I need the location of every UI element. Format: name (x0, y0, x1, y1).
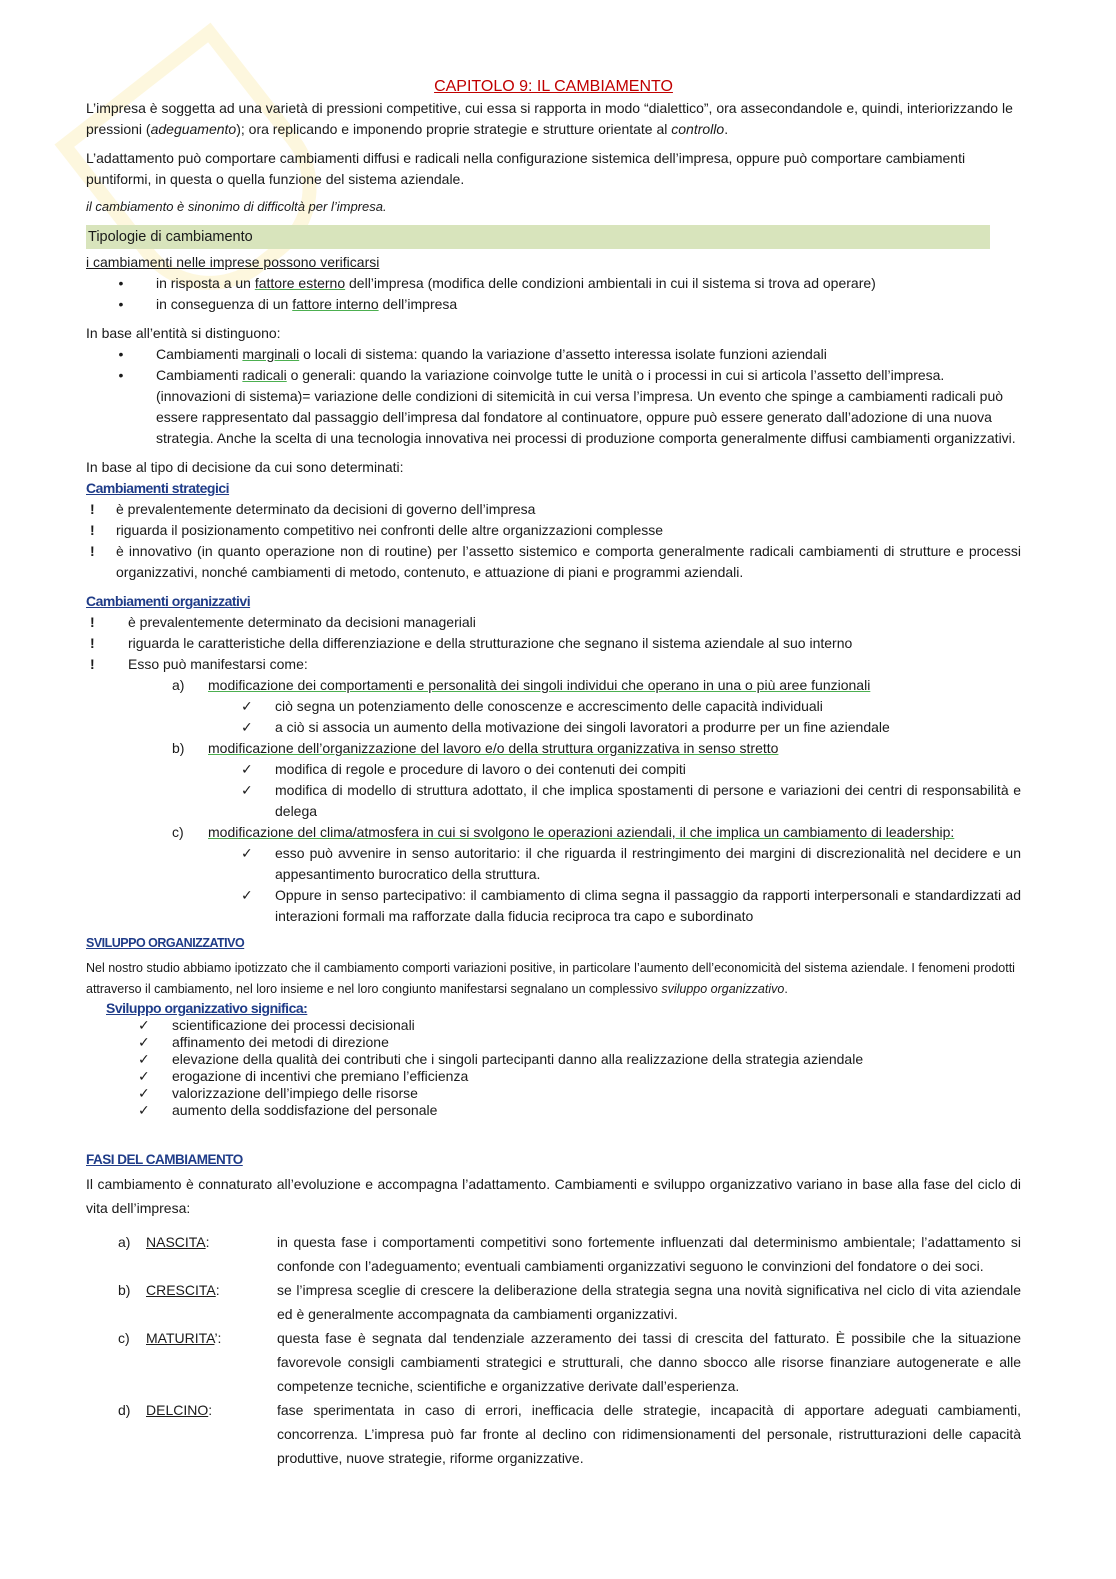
organizzativi-heading: Cambiamenti organizzativi (86, 593, 251, 609)
list-item-text: Cambiamenti marginali o locali di sistema: quando la variazione d’assetto interessa isolate funzioni aziendali (156, 346, 827, 362)
organizzativi-list (86, 612, 1021, 675)
tipologie-item (86, 273, 1021, 294)
intro-paragraph-1: L’impresa è soggetta ad una varietà di pressioni competitive, cui essa si rapporta in modo “dialettico”, ora assecondandole e, quindi, interiorizzando le pressioni (adeguamento); ora replicando e imponendo proprie strategie e strutture orientate al controllo. (86, 100, 1013, 137)
phase-text: se l’impresa sceglie di crescere la deliberazione della strategia segna una novità significativa nel ciclo di vita aziendale ed è generalmente accompagnata da cambiamenti organizzativi. (277, 1282, 1021, 1322)
phase-letter: a) (118, 1234, 131, 1250)
highlight-term: fattore esterno (254, 275, 346, 291)
list-item-text: è prevalentemente determinato da decisioni di governo dell’impresa (116, 501, 536, 517)
form-check-item (86, 696, 1021, 717)
phase-name: DELCINO: (146, 1402, 213, 1418)
form-check-item (86, 759, 1021, 780)
exclamation-icon: ! (90, 522, 95, 538)
list-item-text: in conseguenza di un fattore interno dell’impresa (156, 296, 458, 312)
tipologie-subheading: i cambiamenti nelle imprese possono verificarsi (86, 254, 380, 270)
entita-list (86, 344, 1021, 449)
list-item-text: aumento della soddisfazione del personale (172, 1102, 438, 1118)
form-text: modificazione dei comportamenti e personalità dei singoli individui che operano in una o più aree funzionali (208, 677, 871, 693)
list-item-text: scientificazione dei processi decisionali (172, 1017, 415, 1033)
intro-note: il cambiamento è sinonimo di difficoltà per l’impresa. (86, 199, 387, 214)
organizzativi-item (86, 612, 1021, 633)
list-item-text: Cambiamenti radicali o generali: quando la variazione coinvolge tutte le unità o i processi in cui si articola l’assetto dell’impresa. (innovazioni di sistema)= variazione delle condizioni di sitemicità in cui versa l’impresa. Un evento che spinge a cambiamenti radicali può essere rappresentato dal passaggio dell’impresa dal fondatore al continuatore, oppure può essere generato dall’adozione di una nuova strategia. Anche la scelta di una tecnologia innovativa nei processi di produzione comporta generalmente diffusi cambiamenti organizzativi. (156, 367, 1016, 446)
entita-item (86, 365, 1021, 449)
check-icon: ✓ (138, 1085, 150, 1101)
list-item-text: modifica di modello di struttura adottato, il che implica spostamenti di persone e variazioni dei centri di responsabilità e delega (275, 782, 1021, 819)
bullet-icon: • (118, 296, 124, 312)
form-check-item (86, 717, 1021, 738)
sviluppo-item (86, 1034, 1021, 1051)
organizzativi-forms (86, 675, 1021, 927)
strategici-item (86, 541, 1021, 583)
sviluppo-heading: SVILUPPO ORGANIZZATIVO (86, 936, 245, 950)
highlight-term: marginali (242, 346, 300, 362)
organizzativi-form (86, 822, 1021, 843)
check-icon: ✓ (241, 845, 253, 861)
strategici-list (86, 499, 1021, 583)
list-item-text: affinamento dei metodi di direzione (172, 1034, 389, 1050)
phase-name: MATURITA’: (146, 1330, 222, 1346)
sviluppo-item (86, 1085, 1021, 1102)
organizzativi-form (86, 675, 1021, 696)
decisione-intro: In base al tipo di decisione da cui sono determinati: (86, 459, 404, 475)
form-check-item (86, 885, 1021, 927)
list-item-text: valorizzazione dell’impiego delle risorse (172, 1085, 418, 1101)
form-letter: c) (172, 824, 184, 840)
phase-letter: c) (118, 1330, 130, 1346)
bullet-icon: • (118, 346, 124, 362)
phase-item (86, 1326, 1021, 1398)
sviluppo-list (86, 1017, 1021, 1119)
form-letter: a) (172, 677, 185, 693)
strategici-heading: Cambiamenti strategici (86, 480, 230, 496)
tipologie-list (86, 273, 1021, 315)
list-item-text: è prevalentemente determinato da decisioni manageriali (128, 614, 476, 630)
sviluppo-subheading: Sviluppo organizzativo significa: (106, 1000, 308, 1016)
page-title: CAPITOLO 9: IL CAMBIAMENTO (434, 78, 673, 95)
sviluppo-item (86, 1017, 1021, 1034)
strategici-item (86, 520, 1021, 541)
exclamation-icon: ! (90, 656, 95, 672)
highlight-term: fattore interno (292, 296, 379, 312)
intro-paragraph-2: L’adattamento può comportare cambiamenti diffusi e radicali nella configurazione sistemica dell’impresa, oppure può comportare cambiamenti puntiformi, in questa o quella funzione del sistema aziendale. (86, 150, 966, 187)
check-icon: ✓ (138, 1051, 150, 1067)
form-check-item (86, 780, 1021, 822)
fasi-list (86, 1230, 1021, 1470)
phase-letter: b) (118, 1282, 131, 1298)
exclamation-icon: ! (90, 614, 95, 630)
list-item-text: ciò segna un potenziamento delle conoscenze e accrescimento delle capacità individuali (275, 698, 823, 714)
form-text: modificazione dell’organizzazione del lavoro e/o della struttura organizzativa in senso stretto (208, 740, 779, 756)
phase-name: CRESCITA: (146, 1282, 220, 1298)
list-item-text: modifica di regole e procedure di lavoro o dei contenuti dei compiti (275, 761, 686, 777)
organizzativi-item (86, 654, 1021, 675)
bullet-icon: • (118, 275, 124, 291)
organizzativi-form (86, 738, 1021, 759)
list-item-text: è innovativo (in quanto operazione non di routine) per l’assetto sistemico e comporta generalmente radicali cambiamenti di strutture e processi organizzativi, nonché cambiamenti di metodo, contenuto, e attuazione di piani e programmi aziendali. (116, 543, 1021, 580)
phase-letter: d) (118, 1402, 131, 1418)
document-page (86, 78, 1021, 1470)
exclamation-icon: ! (90, 635, 95, 651)
list-item-text: elevazione della qualità dei contributi che i singoli partecipanti danno alla realizzazione della strategia aziendale (172, 1051, 864, 1067)
list-item-text: Oppure in senso partecipativo: il cambiamento di clima segna il passaggio da rapporti interpersonali e standardizzati ad interazioni formali ma rafforzate dalla fiducia reciproca tra capo e subordinato (275, 887, 1021, 924)
check-icon: ✓ (241, 887, 253, 903)
check-icon: ✓ (138, 1034, 150, 1050)
form-text: modificazione del clima/atmosfera in cui si svolgono le operazioni aziendali, il che implica un cambiamento di leadership: (208, 824, 955, 840)
exclamation-icon: ! (90, 501, 95, 517)
phase-text: in questa fase i comportamenti competitivi sono fortemente influenzati dal determinismo ambientale; l’adattamento si confonde con l’adeguamento; eventuali cambiamenti organizzativi seguono le convinzioni del fondatore o dei soci. (277, 1234, 1021, 1274)
check-icon: ✓ (138, 1017, 150, 1033)
phase-name: NASCITA: (146, 1234, 210, 1250)
check-icon: ✓ (241, 761, 253, 777)
list-item-text: riguarda le caratteristiche della differenziazione e della strutturazione che segnano il sistema aziendale al suo interno (128, 635, 853, 651)
phase-item (86, 1278, 1021, 1326)
sviluppo-item (86, 1051, 1021, 1068)
bullet-icon: • (118, 367, 124, 383)
form-letter: b) (172, 740, 185, 756)
list-item-text: in risposta a un fattore esterno dell’impresa (modifica delle condizioni ambientali in cui il sistema si trova ad operare) (156, 275, 876, 291)
highlight-term: radicali (242, 367, 287, 383)
sviluppo-paragraph: Nel nostro studio abbiamo ipotizzato che il cambiamento comporti variazioni positive, in particolare l’aumento dell’economicità del sistema aziendale. I fenomeni prodotti attraverso il cambiamento, nel loro insieme e nel loro congiunto manifestarsi segnalano un complessivo sviluppo organizzativo. (86, 961, 1015, 996)
entita-item (86, 344, 1021, 365)
check-icon: ✓ (241, 698, 253, 714)
check-icon: ✓ (138, 1102, 150, 1118)
sviluppo-item (86, 1068, 1021, 1085)
exclamation-icon: ! (90, 543, 95, 559)
list-item-text: a ciò si associa un aumento della motivazione dei singoli lavoratori a produrre per un fine aziendale (275, 719, 890, 735)
sviluppo-item (86, 1102, 1021, 1119)
phase-item (86, 1230, 1021, 1278)
list-item-text: erogazione di incentivi che premiano l’efficienza (172, 1068, 469, 1084)
fasi-heading: FASI DEL CAMBIAMENTO (86, 1152, 243, 1167)
list-item-text: Esso può manifestarsi come: (128, 656, 308, 672)
list-item-text: esso può avvenire in senso autoritario: il che riguarda il restringimento dei margini di discrezionalità nel decidere e un appesantimento burocratico della struttura. (275, 845, 1021, 882)
section-heading-tipologie: Tipologie di cambiamento (86, 225, 990, 249)
check-icon: ✓ (241, 782, 253, 798)
check-icon: ✓ (241, 719, 253, 735)
check-icon: ✓ (138, 1068, 150, 1084)
strategici-item (86, 499, 1021, 520)
phase-item (86, 1398, 1021, 1470)
form-check-item (86, 843, 1021, 885)
phase-text: questa fase è segnata dal tendenziale azzeramento dei tassi di crescita del fatturato. È possibile che la situazione favorevole consigli cambiamenti strategici e strutturali, che danno sbocco alle risorse finanziare autogenerate e alle competenze tecniche, scientifiche e organizzative derivate dall’esperienza. (277, 1330, 1021, 1394)
organizzativi-item (86, 633, 1021, 654)
tipologie-item (86, 294, 1021, 315)
list-item-text: riguarda il posizionamento competitivo nei confronti delle altre organizzazioni complesse (116, 522, 664, 538)
fasi-intro: Il cambiamento è connaturato all’evoluzione e accompagna l’adattamento. Cambiamenti e sviluppo organizzativo variano in base alla fase del ciclo di vita dell’impresa: (86, 1176, 1021, 1216)
phase-text: fase sperimentata in caso di errori, inefficacia delle strategie, incapacità di apportare adeguati cambiamenti, concorrenza. L’impresa può far fronte al declino con ridimensionamenti del personale, ristrutturazioni delle capacità produttive, nuove strategie, riforme organizzative. (277, 1402, 1021, 1466)
entita-intro: In base all’entità si distinguono: (86, 325, 281, 341)
